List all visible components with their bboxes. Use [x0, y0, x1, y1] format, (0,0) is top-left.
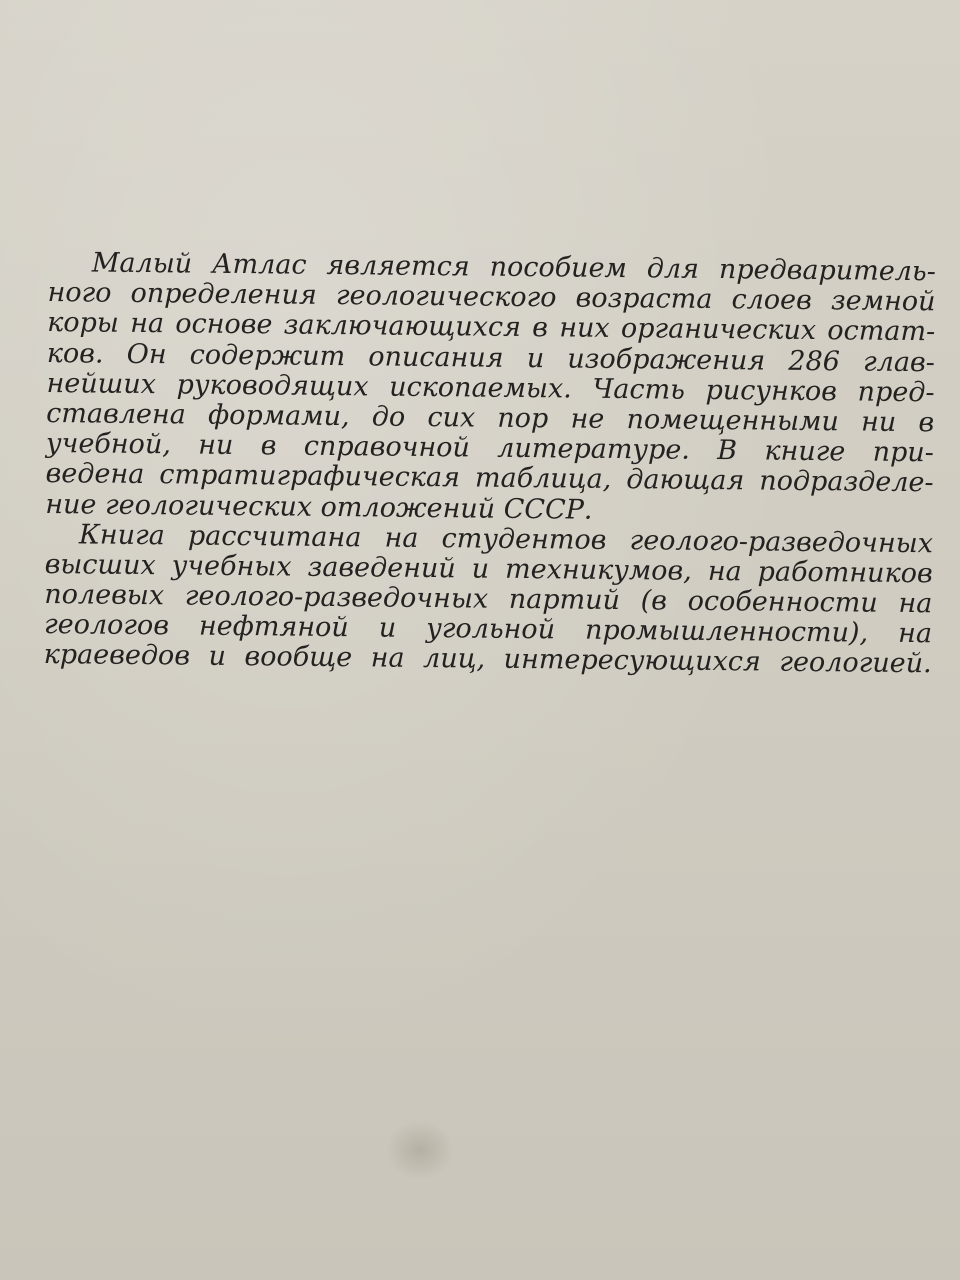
text-line: коры на основе заключающихся в них органических остат- [47, 307, 936, 348]
text-line: ведена стратиграфическая таблица, дающая подразделе- [45, 458, 934, 499]
text-line: ние геологических отложений СССР. [45, 488, 593, 526]
text-line: Книга рассчитана на студентов геолого-разведочных [78, 519, 934, 559]
text-line: краеведов и вообще на лиц, интересующихся геологией. [43, 639, 932, 680]
text-line: учебной, ни в справочной литературе. В книге при- [45, 428, 935, 469]
annotation-text [44, 248, 936, 680]
text-line: высших учебных заведений и техникумов, на работников [44, 548, 933, 590]
text-line: ков. Он содержит описания и изображения 286 глав- [46, 337, 936, 378]
paper-smudge [385, 1120, 455, 1180]
text-line: ставлена формами, до сих пор не помещенными ни в [46, 397, 935, 439]
text-line: нейших руководящих ископаемых. Часть рисунков пред- [46, 367, 935, 409]
text-line: геологов нефтяной и угольной промышленности), на [43, 609, 933, 650]
text-line: ного определения геологического возраста слоев земной [47, 277, 936, 318]
text-line: полевых геолого-разведочных партий (в особенности на [44, 579, 933, 620]
text-line: Малый Атлас является пособием для предваритель- [91, 247, 936, 288]
